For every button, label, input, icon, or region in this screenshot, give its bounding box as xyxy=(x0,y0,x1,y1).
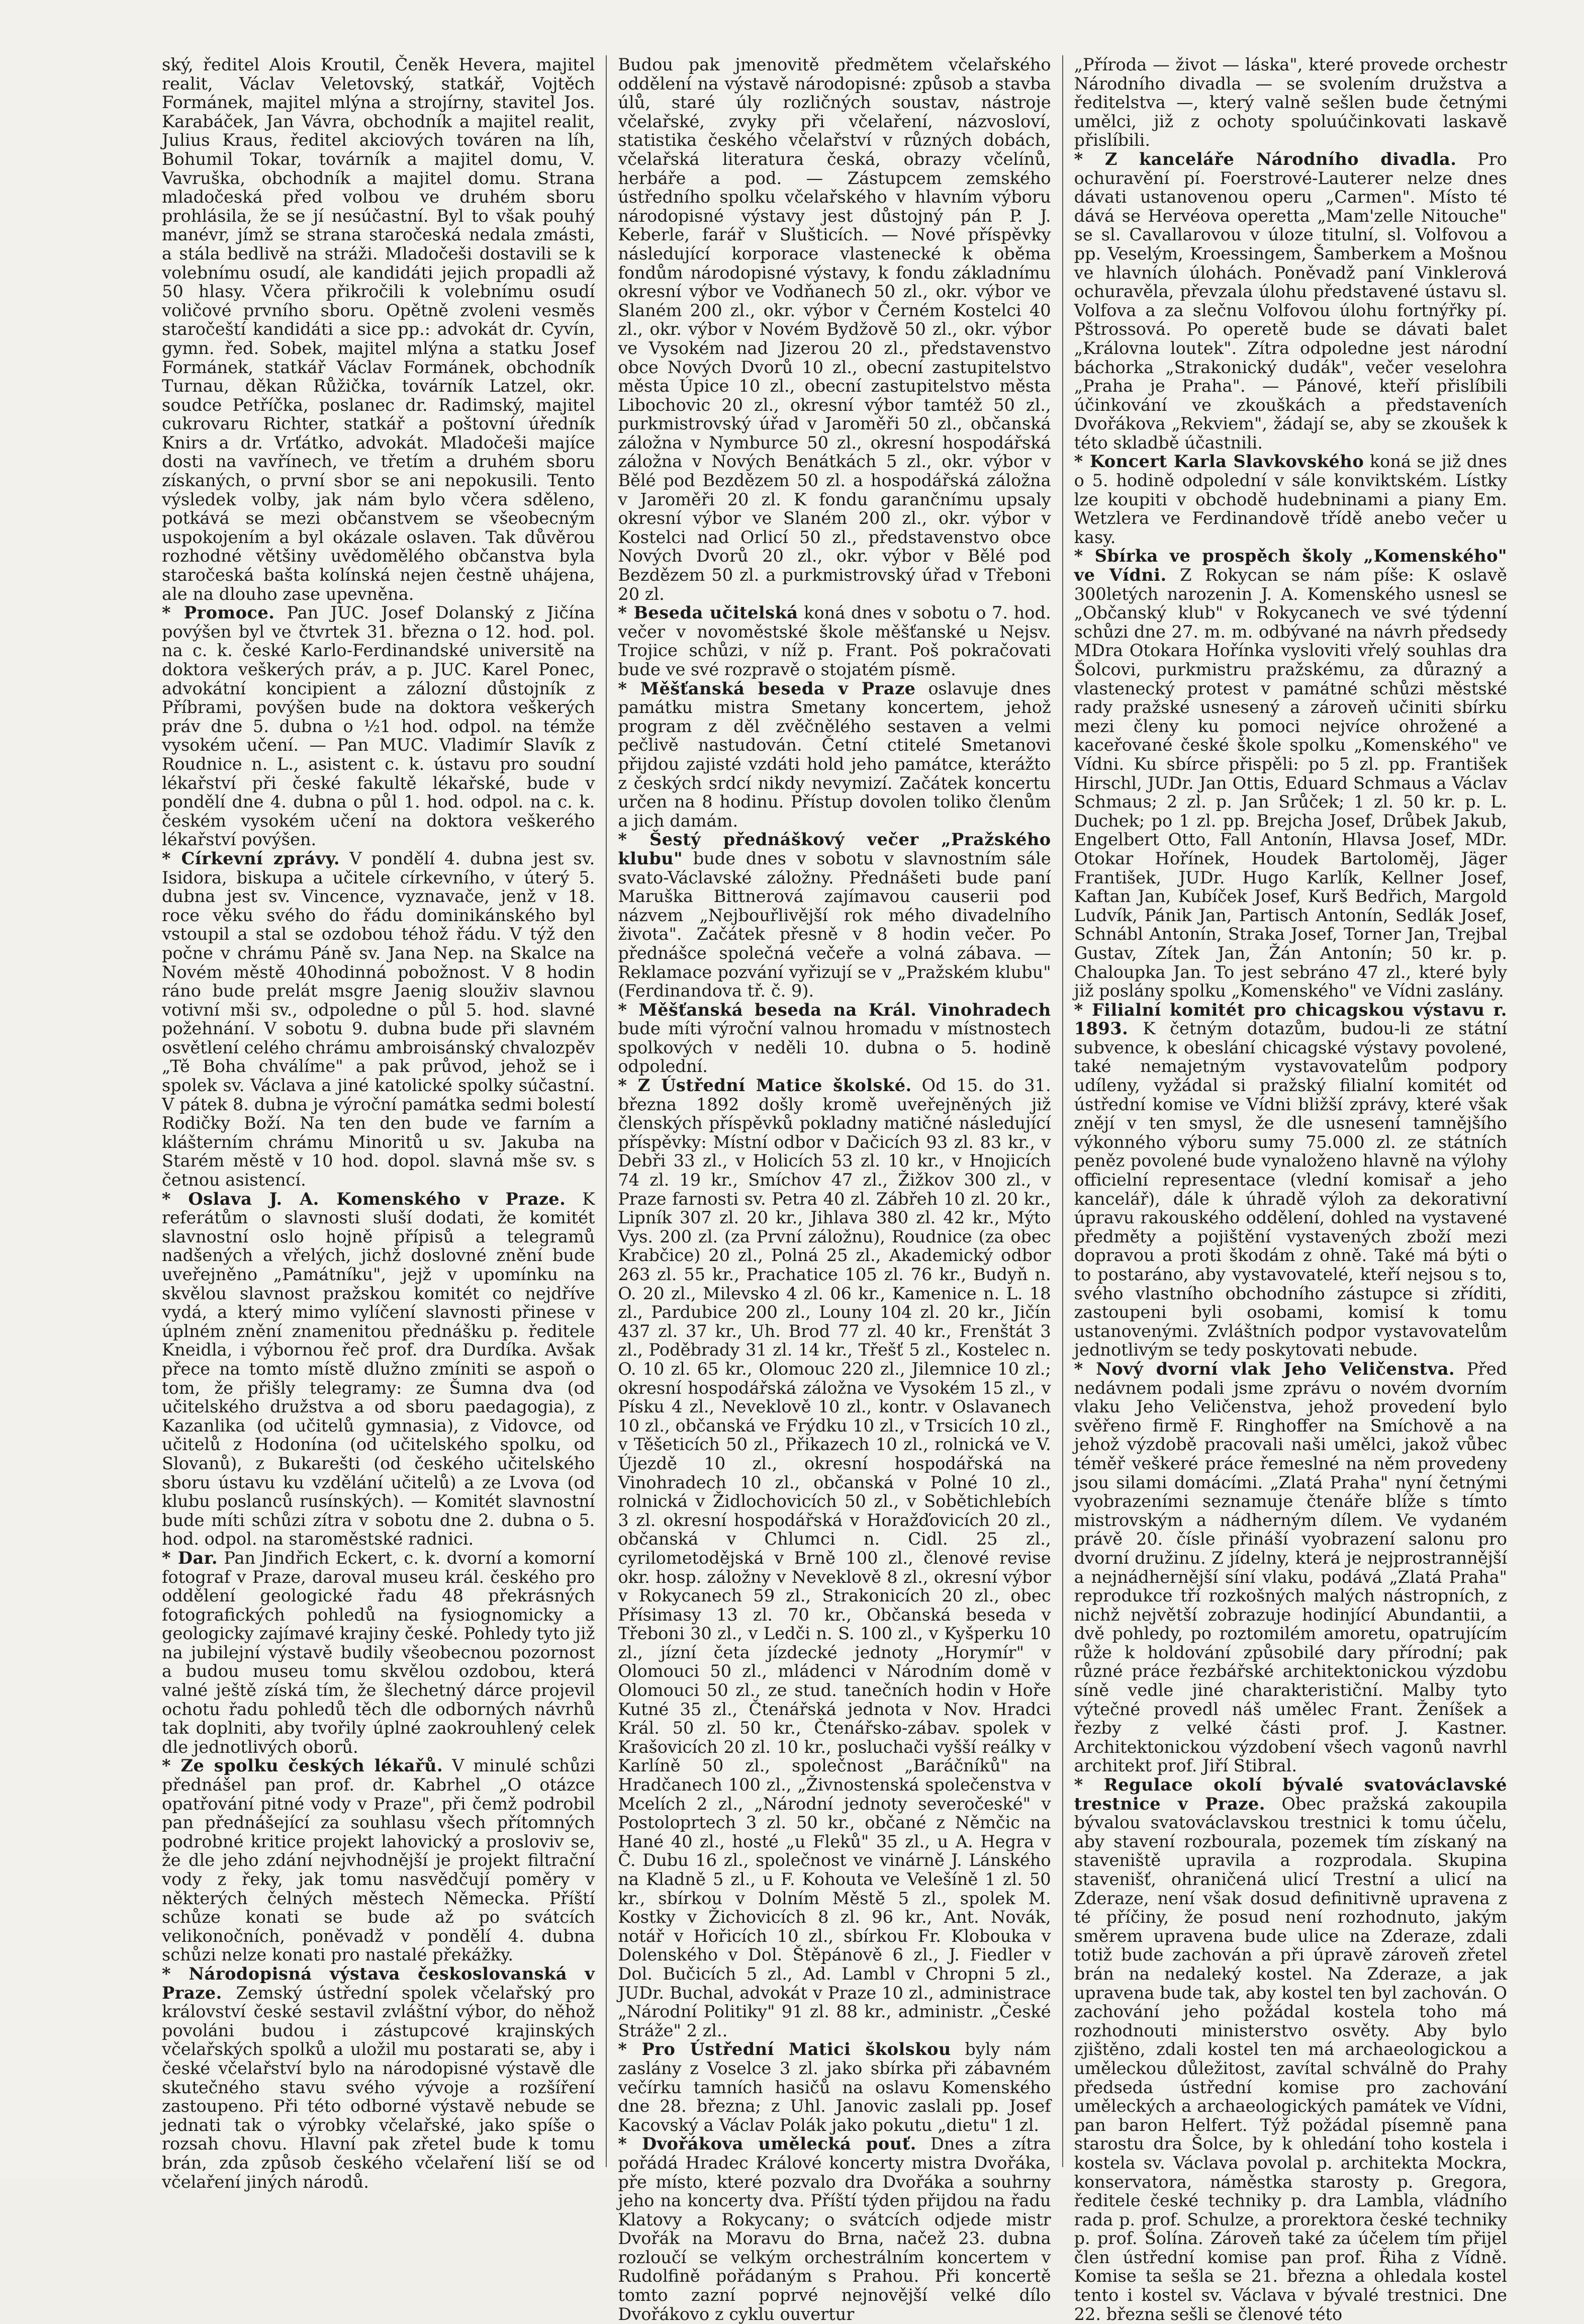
article-heading: * Oslava J. A. Komenského v Praze. xyxy=(162,1188,566,1209)
article-text: byly nám zaslány z Voselce 3 zl. jako sbírka při zábavném večírku tamních hasičů na oslavu Komenského dne 28. března; z Uhl. Janovic zaslali pp. Josef Kacovský a Václav Polák jako pokutu „dietu" 1 zl. xyxy=(618,2039,1051,2135)
article-block xyxy=(618,603,1051,679)
article-block xyxy=(618,1001,1051,1076)
article-heading: * Dvořákova umělecká pouť. xyxy=(618,2133,916,2154)
article-block xyxy=(618,830,1051,1000)
article-block xyxy=(1074,547,1507,1000)
article-text: K četným dotazům, budou-li ze státní subvence, k obeslání chicagské výstavy povolené, také nemajetným vystavovatelům podpory udíleny, vyžádal si pražský filialní komitét od ústřední komise ve Vídni bližší zprávy, které však znějí v ten smysl, že dle usnesení tamnějšího výkonného výboru sumy 75.000 zl. ze státních peněz povolené bude vynaloženo hlavně na výlohy officielní representace (vlední komisař a jeho kancelář), dále k úhradě výloh za dekorativní úpravu rakouského oddělení, dohled na vystavené předměty a pojištění vystavených zboží mezi dopravou a proti škodám z ohně. Také má býti o to postaráno, aby vystavovatelé, kteří nejsou s to, svého vlastního obchodního zástupce si zříditi, zastoupeni byli osobami, komisí k tomu ustanovenými. Zvláštních podpor vystavovatelům jednotlivým se tedy poskytovati nebude. xyxy=(1074,1019,1507,1360)
article-block xyxy=(618,1076,1051,2040)
article-heading: * Národopisná výstava českoslovanská v Praze. xyxy=(162,1963,595,2003)
article-heading: * Z kanceláře Národního divadla. xyxy=(1074,148,1457,169)
article-heading: * Církevní zprávy. xyxy=(162,848,340,868)
article-block xyxy=(618,55,1051,603)
article-block xyxy=(1074,452,1507,547)
article-heading: * Měšťanská beseda v Praze xyxy=(618,678,916,698)
article-heading: * Z Ústřední Matice školské. xyxy=(618,1075,912,1096)
article-heading: * Koncert Karla Slavkovského xyxy=(1074,451,1364,472)
article-block xyxy=(162,1964,595,2191)
article-block xyxy=(162,1190,595,1549)
article-heading: * Ze spolku českých lékařů. xyxy=(162,1755,443,1776)
article-text: Před nedávnem podali jsme zprávu o novém dvorním vlaku Jeho Veličenstva, jehož provedení bylo svěřeno firmě F. Ringhoffer na Smíchově a na jehož výzdobě pracovali naši umělci, jakož vůbec téměř veškeré práce řemeslné na něm provedeny jsou silami domácími. „Zlatá Praha" nyní četnými vyobrazeními seznamuje čtenáře blíže s tímto mistrovským a nádherným dílem. Ve vydaném právě 20. čísle přináší vyobrazení salonu pro dvorní družinu. Z jídelny, která je nejprostrannější a nejnádhernější síní vlaku, podává „Zlatá Praha" reprodukce tří rozkošných malých nástropních, z nichž největší zobrazuje hodinjící Abundantii, a dvě pohledy, po roztomilém amoretu, opatrujícím růže k holdování způsobilé dary přírodní; pak různé práce řezbářské architektonickou výzdobu síně vedle jiné charakterističní. Malby tyto výtečné provedl náš umělec Frant. Ženíšek a řezby z velké části prof. J. Kastner. Architektonickou výzdobení všech vagonů navrhl architekt prof. Jiří Stibral. xyxy=(1074,1359,1507,1776)
article-block xyxy=(162,603,595,849)
article-block xyxy=(162,849,595,1190)
article-heading: * Pro Ústřední Matici školskou xyxy=(618,2039,951,2060)
article-block xyxy=(1074,150,1507,453)
article-block xyxy=(618,679,1051,831)
article-text: Budou pak jmenovitě předmětem včelařského oddělení na výstavě národopisné: způsob a stavba úlů, staré úly rozličných soustav, nástroje včelařské, zvyky při včelaření, názvosloví, statistika českého včelařství v různých dobách, včelařská literatura česká, obrazy včelínů, herbáře a pod. — Zástupcem zemského ústředního spolku včelařského v hlavním výboru národopisné výstavy jest důstojný pán P. J. Keberle, farář v Slušticích. — Nové příspěvky následující korporace vlastenecké k oběma fondům národopisné výstavy, k fondu základnímu okresní výbor ve Vodňanech 50 zl., okr. výbor ve Slaném 200 zl., okr. výbor v Černém Kostelci 40 zl., okr. výbor v Novém Bydžově 50 zl., okr. výbor ve Vysokém nad Jizerou 20 zl., představenstvo obce Nových Dvorů 10 zl., obecní zastupitelstvo města Úpice 10 zl., obecní zastupitelstvo města Libochovic 20 zl., okresní výbor tamtéž 50 zl., purkmistrovský úřad v Jaroměři 50 zl., občanská záložna v Nymburce 50 zl., okresní hospodářská záložna v Nových Benátkách 5 zl., okr. výbor v Bělé pod Bezdězem 50 zl. a hospodářská záložna v Jaroměři 20 zl. K fondu garančnímu upsaly okresní výbor ve Slaném 200 zl., okr. výbor v Kostelci nad Orlicí 50 zl., představenstvo obce Nových Dvorů 20 zl., okr. výbor v Bělé pod Bezdězem 50 zl. a purkmistrovský úřad v Třeboni 20 zl. xyxy=(618,55,1051,604)
article-heading: * Nový dvorní vlak Jeho Veličenstva. xyxy=(1074,1358,1455,1379)
article-block xyxy=(618,2040,1051,2134)
article-heading: * Dar. xyxy=(162,1547,218,1568)
article-text: K referátům o slavnosti sluší dodati, že komitét slavnostní oslo hojně přípisů a telegramů nadšených a vřelých, jichž doslovné znění bude uveřejněno „Památníku", jejž v upomínku na skvělou slavnost pražskou komitét co nejdříve vydá, a který mimo vylíčení slavnosti přinese v úplném znění znamenitou přednášku p. ředitele Kneidla, i výbornou řeč prof. dra Durdíka. Avšak přece na tomto místě dlužno zmíniti se aspoň o tom, že přišly telegramy: ze Šumna dva (od učitelského družstva a od sboru paedagogia), z Kazanlika (od učitelů gymnasia), z Vidovce, od učitelů z Hodonína (od učitelského spolku, od Slovanů), z Bukarešti (od českého učitelského sboru ústavu ku vzdělání učitelů) a ze Lvova (od klubu poslanců rusínských). — Komitét slavnostní bude míti schůzi zítra v sobotu dne 2. dubna o 5. hod. odpol. na staroměstské radnici. xyxy=(162,1189,595,1549)
article-text: Pro ochuravění pí. Foerstrové-Lauterer nelze dnes dávati ustanovenou operu „Carmen". Místo té dává se Hervéova operetta „Mam'zelle Nitouche" se sl. Cavallarovou v úloze titulní, sl. Volfovou a pp. Veselým, Kroessingem, Šamberkem a Mošnou ve hlavních úlohách. Poněvadž paní Vinklerová ochuravěla, převzala úlohu představené ústavu sl. Volfova a za slečnu Volfovou úlohu fortnýřky pí. Pštrossová. Po operetě bude se dávati balet „Královna loutek". Zítra odpoledne jest národní báchorka „Strakonický dudák", večer veselohra „Praha je Praha". — Pánové, kteří přislíbili účinkování ve zkouškách a představeních Dvořákova „Rekviem", žádají se, aby se zkoušek k této skladbě účastnili. xyxy=(1074,149,1507,453)
article-heading: * Filialní komitét pro chicagskou výstavu r. 1893. xyxy=(1074,999,1507,1039)
article-text: Zemský ústřední spolek včelařský pro království české sestavil zvláštní výbor, do něhož povoláni budou i zástupcové krajinských včelařských spolků a uložil mu postarati se, aby i české včelařství bylo na národopisné výstavě dle skutečného stavu svého vývoje a rozšíření zastoupeno. Při této odborné výstavě nebude se jednati tak o výrobky včelařské, jako spíše o rozsah chovu. Hlavní pak zřetel bude k tomu brán, zda způsob českého včelaření liší se od včelaření jiných národů. xyxy=(162,1983,595,2192)
article-heading: * Promoce. xyxy=(162,602,275,623)
article-heading: * Šestý přednáškový večer „Pražského klubu" xyxy=(618,829,1051,868)
column-container xyxy=(151,55,1518,2324)
article-heading: * Měšťanská beseda na Král. Vinohradech xyxy=(618,999,1051,1020)
column-middle xyxy=(607,55,1062,2324)
article-block xyxy=(162,55,595,603)
article-text: Pan JUC. Josef Dolanský z Jičína povýšen byl ve čtvrtek 31. března o 12. hod. pol. na c. k. české Karlo-Ferdinandské universitě na doktora veškerých práv, a p. JUC. Karel Ponec, advokátní koncipient a zálozní důstojník z Příbrami, povýšen bude na doktora veškerých práv dne 5. dubna o ½1 hod. odpol. na témže vysokém učení. — Pan MUC. Vladimír Slavík z Roudnice n. L., asistent c. k. ústavu pro soudní lékařství při české fakultě lékařské, bude v pondělí dne 4. dubna o půl 1. hod. odpol. na c. k. českém vysokém učení na doktora veškerého lékařství povýšen. xyxy=(162,603,595,850)
article-text: Z Rokycan se nám píše: K oslavě 300letých narozenin J. A. Komenského usnesl se „Občanský klub" v Rokycanech ve své týdenní schůzi dne 27. m. m. odbývané na návrh předsedy MDra Otokara Hořínka vysloviti vřelý souhlas dra Šolcovi, purkmistru pražskému, za důrazný a vlastenecký protest v památné schůzi městské rady pražské usnesený a zároveň učiniti sbírku mezi členy ku pomoci nejvíce ohrožené a kaceřované české škole spolku „Komenského" ve Vídni. Ku sbírce přispěli: po 5 zl. pp. František Hirschl, JUDr. Jan Ottis, Eduard Schmaus a Václav Schmaus; 2 zl. p. Jan Srůček; 1 zl. 50 kr. p. L. Duchek; po 1 zl. pp. Brejcha Josef, Drůbek Jakub, Engelbert Otto, Fall Antonín, Hlavsa Josef, MDr. Otokar Hořínek, Houdek Bartoloměj, Jäger František, JUDr. Hugo Karlík, Kellner Josef, Kaftan Jan, Kubíček Josef, Kurš Bedřich, Margold Ludvík, Pánik Jan, Partisch Antonín, Sedlák Josef, Schnábl Antonín, Straka Josef, Torner Jan, Trejbal Gustav, Zítek Jan, Žán Antonín; 50 kr. p. Chaloupka Jan. To jest sebráno 47 zl., které byly již poslány spolku „Komenského" ve Vídni zaslány. xyxy=(1074,565,1507,1001)
article-block xyxy=(162,1549,595,1757)
article-text: Obec pražská zakoupila bývalou svatováclavskou trestnici k tomu účelu, aby stavení rozbourala, pozemek tím získaný na staveniště upravila a rozprodala. Skupina stavenišť, ohraničená ulicí Trestní a ulicí na Zderaze, není však dosud definitivně upravena z té příčiny, že posud není rozhodnuto, jakým směrem upravena bude ulice na Zderaze, zdali totiž bude zachován a při úpravě zároveň zřetel brán na nedaleký kostel. Na Zderaze, a jak upravena bude tak, aby kostel ten byl zachován. O zachování jeho požádal kostela toho má rozhodnouti ministerstvo osvěty. Aby bylo zjištěno, zdali kostel ten má archaeologickou a uměleckou důležitost, zavítal schválně do Prahy předseda ústřední komise pro zachování uměleckých a archaeologických památek ve Vídni, pan baron Helfert. Týž požádal písemně pana starostu dra Šolce, by k ohledání toho kostela i kostela sv. Václava povolal p. architekta Mockra, konservatora, náměstka starosty p. Gregora, ředitele české techniky p. dra Lambla, vládního rada p. prof. Schulze, a prorektora české techniky p. prof. Šolína. Zároveň také za účelem tím přijel člen ústřední komise pan prof. Řiha z Vídně. Komise ta sešla se 21. března a ohledala kostel tento i kostel sv. Václava v bývalé trestnici. Dne 22. března sešli se členové této xyxy=(1074,1794,1507,2324)
article-text: Dnes a zítra pořádá Hradec Králové koncerty mistra Dvořáka, pře místo, které pozvalo dra Dvořáka a souhrny jeho na koncerty dva. Příští týden přijdou na řadu Klatovy a Rokycany; o svátcích odjede mistr Dvořák na Moravu do Brna, načež 23. dubna rozloučí se velkým orchestrálním koncertem v Rudolfině pořádaným s Prahou. Při koncertě tomto zazní poprvé nejnovější velké dílo Dvořákovo z cyklu ouvertur xyxy=(618,2134,1051,2324)
article-text: ský, ředitel Alois Kroutil, Čeněk Hevera, majitel realit, Václav Veletovský, statkář, Vojtěch Formánek, majitel mlýna a strojírny, stavitel Jos. Karabáček, Jan Vávra, obchodník a majitel realit, Julius Kraus, ředitel akciových továren na líh, Bohumil Tokar, továrník a majitel domu, V. Vavruška, obchodník a majitel domu. Strana mladočeská před volbou ve druhém sboru prohlásila, že se jí nesúčastní. Byl to však pouhý manévr, jímž se strana staročeská nedala zmásti, a stála bedlivě na stráži. Mladočeši dostavili se k volebnímu osudí, ale kandidáti jejich propadli až 50 hlasy. Včera přikročili k volebnímu osudí voličové prvního sboru. Opětně zvoleni vesměs staročeští kandidáti a sice pp.: advokát dr. Cyvín, gymn. řed. Sobek, majitel mlýna a statku Josef Formánek, statkář Václav Formánek, obchodník Turnau, děkan Růžička, továrník Latzel, okr. soudce Petříčka, poslanec dr. Radimský, majitel cukrovaru Richter, statkář a poštovní úředník Knirs a dr. Vrťátko, advokát. Mladočeši majíce dosti na vavřínech, ve třetím a druhém sboru získaných, o první sbor se ani nepokusili. Tento výsledek volby, jak nám bylo včera sděleno, potkává se mezi občanstvem se všeobecným uspokojením a byl okázale oslaven. Tak důvěrou rozhodné většiny uvědomělého občanstva byla staročeská bašta kolínská nejen čestně uhájena, ale na dlouho zase upevněna. xyxy=(162,55,595,604)
article-block xyxy=(618,2134,1051,2323)
article-text: oslavuje dnes památku mistra Smetany koncertem, jehož program z děl zvěčnělého sestaven a velmi pečlivě nastudován. Četní ctitelé Smetanovi přijdou zajisté vzdáti hold jeho památce, kterážto z českých srdcí nikdy nevymizí. Začátek koncertu určen na 8 hodinu. Přístup dovolen toliko členům a jich damám. xyxy=(618,678,1051,831)
article-text: V minulé schůzi přednášel pan prof. dr. Kabrhel „O otázce opatřování pitné vody v Praze", při čemž podrobil pan přednášející za souhlasu všech přítomných podrobné kritice projekt lahovický a prosloviv se, že dle jeho zdání nejvhodnější je projekt filtrační vody z řeky, jak tomu nasvědčují poměry v některých čelných městech Německa. Příští schůze konati se bude až po svátcích velikonočních, poněvadž v pondělí 4. dubna schůzi nelze konati pro nastalé překážky. xyxy=(162,1756,595,1965)
article-block xyxy=(162,1756,595,1964)
article-heading: * Beseda učitelská xyxy=(618,602,798,623)
article-heading: * Regulace okolí bývalé svatováclavské trestnice v Praze. xyxy=(1074,1774,1507,1814)
column-left xyxy=(151,55,606,2192)
article-text: bude míti výroční valnou hromadu v místnostech spolkových v neděli 10. dubna o 5. hodině odpolední. xyxy=(618,1019,1051,1077)
article-block xyxy=(1074,1360,1507,1775)
article-text: koná se již dnes o 5. hodině odpolední v sále konviktském. Lístky lze koupiti v obchodě hudebninami a piany Em. Wetzlera ve Ferdinandově třídě anebo večer u kasy. xyxy=(1074,452,1507,547)
article-text: bude dnes v sobotu v slavnostním sále svato-Václavské záložny. Přednášeti bude paní Maruška Bittnerová zajímavou causerii pod názvem „Nejbouřlivější rok mého divadelního života". Začátek přesně v 8 hodin večer. Po přednášce společná večeře a volná zábava. — Reklamace pozvání vyřizují se v „Pražském klubu" (Ferdinandova tř. č. 9). xyxy=(618,848,1051,1001)
article-block xyxy=(1074,55,1507,150)
article-block xyxy=(1074,1001,1507,1360)
article-text: Od 15. do 31. března 1892 došly kromě uveřejněných již členských příspěvků pokladny matičné následující příspěvky: Místní odbor v Dačicích 93 zl. 83 kr., v Debři 33 zl., v Holicích 53 zl. 10 kr., v Hnojicích 74 zl. 19 kr., Smíchov 47 zl., Žižkov 300 zl., v Praze farnosti sv. Petra 40 zl. Zábřeh 10 zl. 20 kr., Lipník 307 zl. 20 kr., Jihlava 380 zl. 42 kr., Mýto Vys. 200 zl. (za První záložnu), Roudnice (za obec Krabčice) 20 zl., Polná 25 zl., Akademický odbor 263 zl. 55 kr., Prachatice 105 zl. 76 kr., Budyň n. O. 20 zl., Milevsko 4 zl. 06 kr., Kamenice n. L. 18 zl., Pardubice 200 zl., Louny 104 zl. 20 kr., Jičín 437 zl. 37 kr., Uh. Brod 77 zl. 40 kr., Frenštát 3 zl., Poděbrady 31 zl. 14 kr., Třešť 5 zl., Kostelec n. O. 10 zl. 65 kr., Olomouc 220 zl., Jilemnice 10 zl.; okresní hospodářská záložna ve Vysokém 15 zl., v Písku 4 zl., Neveklově 10 zl., kontr. v Oslavanech 10 zl., občanská ve Frýdku 10 zl., v Trsicích 10 zl., v Těšeticích 50 zl., Přikazech 10 zl., rolnická ve V. Újezdě 10 zl., okresní hospodářská na Vinohradech 10 zl., občanská v Polné 10 zl., rolnická v Židlochovicích 50 zl., v Sobětichlebích 3 zl. okresní hospodářská v Horažďovicích 20 zl., občanská v Chlumci n. Cidl. 25 zl., cyrilometodějská v Brně 100 zl., členové revise okr. hosp. záložny v Neveklově 8 zl., okresní výbor v Rokycanech 59 zl., Strakonicích 20 zl., obec Přísimasy 13 zl. 70 kr., Občanská beseda v Třeboni 30 zl., v Ledči n. S. 100 zl., v Kyšperku 10 zl., jízní četa jízdecké jednoty „Horymír" v Olomouci 50 zl., mládenci v Národním domě v Olomouci 50 zl., ze stud. tanečních hodin v Hoře Kutné 35 zl., Čtenářská jednota v Nov. Hradci Král. 50 zl. 50 kr., Čtenářsko-zábav. spolek v Krašovicích 20 zl. 10 kr., posluchači vyšší reálky v Karlíně 50 zl., společnost „Baráčníků" na Hradčanech 100 zl., „Živnostenská společenstva v Mcelích 2 zl., „Národní jednoty severočeské" v Postoloprtech 3 zl. 50 kr., občané z Němčic na Hané 40 zl., hosté „u Fleků" 35 zl., u A. Hegra v Č. Dubu 16 zl., společnost ve vinárně J. Lánského na Kladně 5 zl., u F. Kohouta ve Velešíně 1 zl. 50 kr., sbírkou v Dolním Městě 5 zl., spolek M. Kostky v Žichovicích 8 zl. 96 kr., Ant. Novák, notář v Hořicích 10 zl., sbírkou Fr. Klobouka v Dolenského v Dol. Štěpánově 6 zl., J. Fiedler v Dol. Bučicích 5 zl., Ad. Lambl v Chropni 5 zl., JUDr. Buchal, advokát v Praze 10 zl., administrace „Národní Politiky" 91 zl. 88 kr., administr. „České Stráže" 2 zl.. xyxy=(618,1076,1051,2040)
article-text: Pan Jindřich Eckert, c. k. dvorní a komorní fotograf v Praze, daroval museu král. českého pro oddělení geologické řadu 48 překrásných fotografických pohledů na fysiognomicky a geologicky zajímavé krajiny české. Pohledy tyto již na jubilejní výstavě budily všeobecnou pozornost a budou museu tomu skvělou ozdobou, která valné ještě získá tím, že šlechetný dárce projevil ochotu řadu pohledů těch dle odborných návrhů tak doplniti, aby tvořily úplné zaokrouhlený celek dle jednotlivých oborů. xyxy=(162,1548,595,1757)
article-block xyxy=(1074,1775,1507,2323)
article-heading: * Sbírka ve prospěch školy „Komenského" ve Vídni. xyxy=(1074,546,1507,585)
article-text: V pondělí 4. dubna jest sv. Isidora, biskupa a učitele církevního, v úterý 5. dubna jest sv. Vincence, vyznavače, jenž v 18. roce věku svého do řádu dominikánského byl vstoupil a stal se ozdobou téhož řádu. V týž den počne v chrámu Páně sv. Jana Nep. na Skalce na Novém městě 40hodinná pobožnost. V 8 hodin ráno bude prelát msgre Jaenig slouživ slavnou votivní mši sv., odpoledne o půl 5. hod. slavné požehnání. V sobotu 9. dubna bude při slavném osvětlení celého chrámu ambroisánský chvalozpěv „Tě Boha chválíme" a pak průvod, jehož se i spolek sv. Václava a jiné katolické spolky súčastní. V pátek 8. dubna je výroční památka sedmi bolestí Rodičky Boží. Na ten den bude ve farním a klášterním chrámu Minoritů u sv. Jakuba na Starém městě v 10 hod. dopol. slavná mše sv. s četnou asistencí. xyxy=(162,848,595,1190)
article-text: koná dnes v sobotu o 7. hod. večer v novoměstské škole měšťanské u Nejsv. Trojice schůzi, v níž p. Frant. Poš pokračovati bude ve své rozpravě o stojatém písmě. xyxy=(618,603,1051,679)
column-right xyxy=(1063,55,1518,2324)
article-text: „Příroda — život — láska", které provede orchestr Národního divadla — se svolením družstva a ředitelstva —, který valně sešlen bude četnými umělci, již z ochoty spoluúčinkovati laskavě přislíbili. xyxy=(1074,55,1507,150)
